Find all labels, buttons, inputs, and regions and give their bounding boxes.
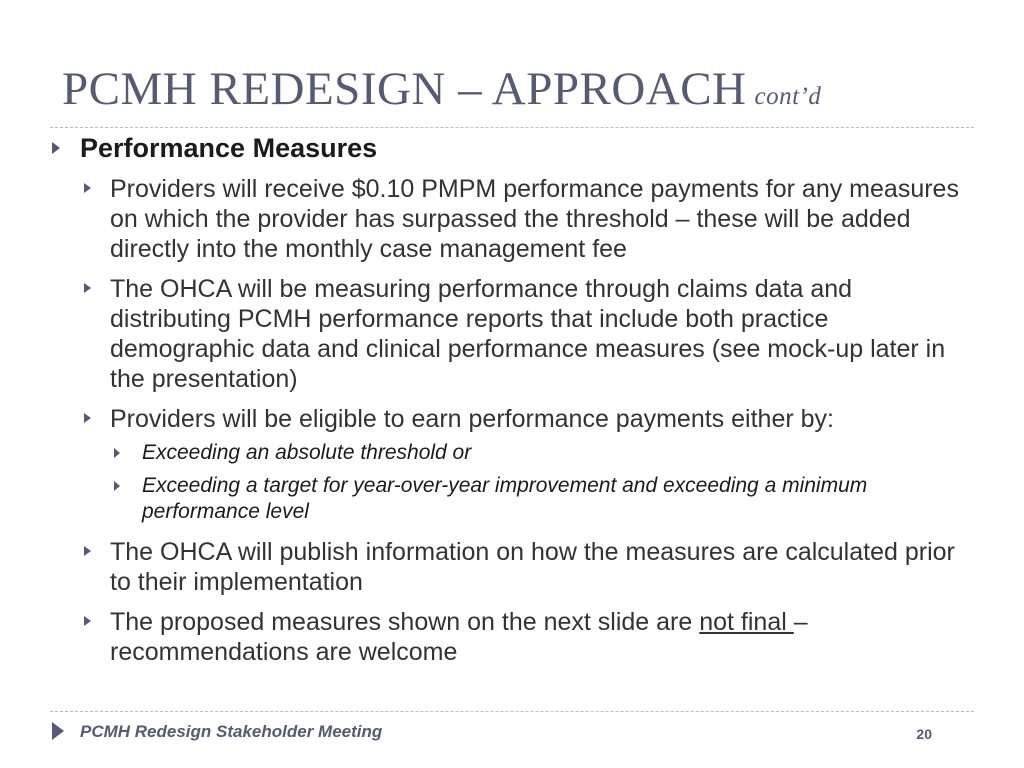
bullet-item — [80, 607, 975, 667]
bullet-text-before: The proposed measures shown on the next slide are — [110, 608, 700, 636]
bullet-text: The OHCA will publish information on how the measures are calculated prior to their implementation — [110, 538, 955, 596]
bullet-arrow-icon — [84, 546, 91, 556]
bullet-item — [80, 537, 975, 597]
section-heading — [50, 132, 975, 164]
footer-arrow-icon — [52, 722, 64, 740]
bullet-arrow-icon — [84, 616, 91, 626]
sub-bullet-arrow-icon — [114, 448, 120, 458]
bullet-arrow-icon — [84, 413, 91, 423]
section-heading-text: Performance Measures — [80, 133, 378, 163]
sub-bullet-text: Exceeding an absolute threshold or — [142, 441, 472, 464]
footer-divider — [50, 711, 974, 712]
bullet-item — [80, 404, 975, 434]
bullet-text: The OHCA will be measuring performance through claims data and distributing PCMH performance reports that include both practice demographic data and clinical performance measures (see mock-up later in the presentation) — [110, 275, 946, 393]
page-number: 20 — [916, 726, 932, 742]
bullet-arrow-icon — [84, 183, 91, 193]
slide-title-text: PCMH REDESIGN – APPROACH — [62, 63, 747, 115]
bullet-item — [80, 274, 975, 394]
sub-bullet-item — [110, 473, 975, 525]
slide-title-suffix: cont’d — [754, 83, 822, 110]
slide-content — [50, 132, 975, 667]
bullet-text: Providers will be eligible to earn performance payments either by: — [110, 405, 834, 433]
title-divider — [50, 127, 974, 128]
not-final-emphasis: not final — [699, 608, 794, 636]
bullet-arrow-icon — [84, 283, 91, 293]
bullet-text: Providers will receive $0.10 PMPM performance payments for any measures on which the provider has surpassed the threshold – these will be added directly into the monthly case management fee — [110, 175, 959, 263]
slide-title — [62, 62, 821, 116]
footer-meeting-name: PCMH Redesign Stakeholder Meeting — [80, 722, 383, 741]
bullet-text-after: – recommendations are welcome — [110, 608, 808, 666]
bullet-arrow-icon — [52, 142, 60, 154]
bullet-item — [80, 174, 975, 264]
sub-bullet-arrow-icon — [114, 481, 120, 491]
sub-bullet-text: Exceeding a target for year-over-year improvement and exceeding a minimum performance level — [142, 474, 868, 523]
sub-bullet-item — [110, 440, 975, 466]
